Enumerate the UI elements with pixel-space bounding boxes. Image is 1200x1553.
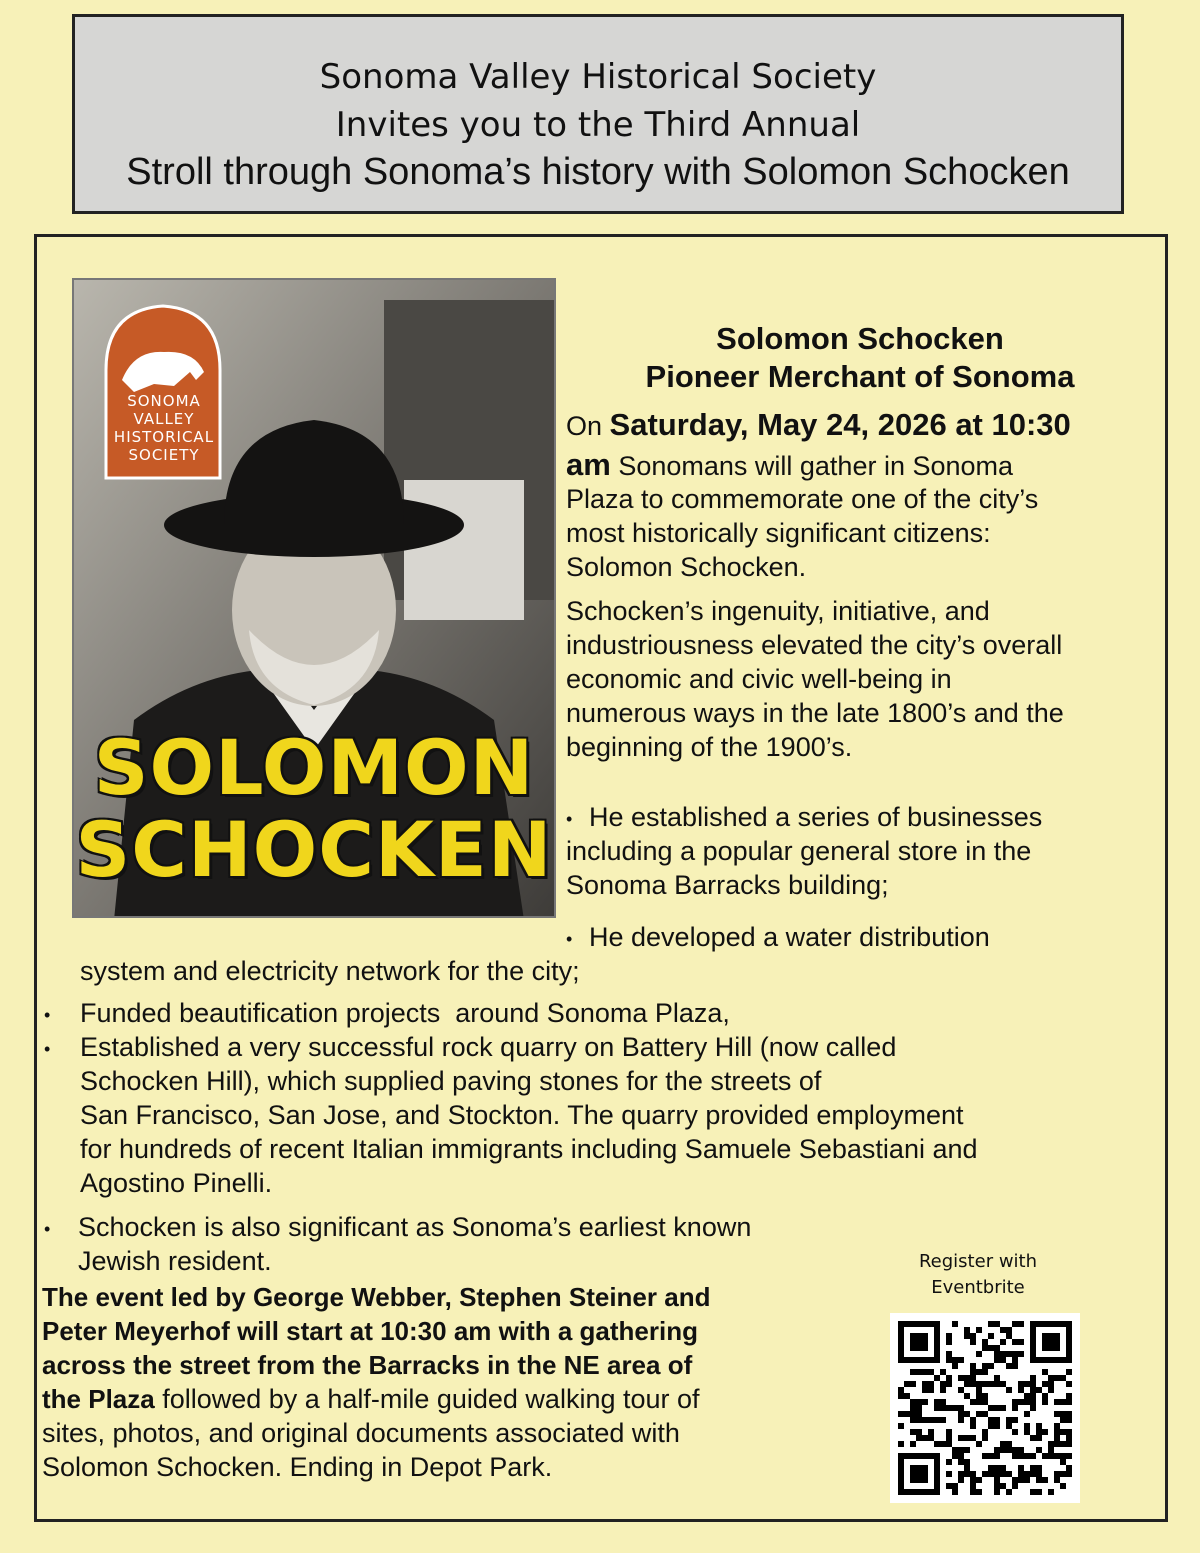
list-item: He established a series of businesses: [574, 802, 1043, 832]
eventbrite-qr-code[interactable]: [890, 1313, 1080, 1503]
list-item: Jewish resident.: [78, 1246, 272, 1276]
register-label: Register with Eventbrite: [918, 1251, 1038, 1298]
bullet-dot: •: [44, 1219, 51, 1239]
list-item: Agostino Pinelli.: [80, 1168, 273, 1198]
list-item: Established a very successful rock quarry on Battery Hill (now called: [80, 1032, 897, 1062]
bullet-dot: •: [44, 1039, 51, 1059]
list-item: system and electricity network for the city;: [80, 956, 580, 986]
intro-line: Plaza to commemorate one of the city’s: [566, 484, 1039, 514]
photo-title-first-name: SOLOMON: [93, 723, 535, 812]
list-item: Sonoma Barracks building;: [566, 870, 889, 900]
list-item: including a popular general store in the: [566, 836, 1032, 866]
logo-text: SONOMA VALLEY HISTORICAL SOCIETY: [113, 392, 215, 464]
intro-line: On Saturday, May 24, 2026 at 10:30: [566, 407, 1071, 442]
article-heading: Solomon Schocken Pioneer Merchant of Sonoma: [645, 321, 1075, 394]
header-line-1: Sonoma Valley Historical Society: [319, 57, 877, 97]
list-item: He developed a water distribution: [574, 922, 990, 952]
list-item: Schocken is also significant as Sonoma’s earliest known: [78, 1212, 752, 1242]
bullet-dot: •: [44, 1005, 51, 1025]
schocken-portrait: [72, 278, 556, 918]
list-item: Funded beautification projects around Sonoma Plaza,: [80, 998, 730, 1028]
bullet-dot: •: [566, 809, 573, 829]
intro-line: am Sonomans will gather in Sonoma: [566, 447, 1014, 482]
intro-line: most historically significant citizens:: [566, 518, 991, 548]
bullet-dot: •: [566, 929, 573, 949]
intro-line: Solomon Schocken.: [566, 552, 807, 582]
list-item: San Francisco, San Jose, and Stockton. The quarry provided employment: [80, 1100, 964, 1130]
photo-title-last-name: SCHOCKEN: [75, 805, 553, 894]
qr-code-icon: [890, 1313, 1080, 1503]
list-item: Schocken Hill), which supplied paving stones for the streets of: [80, 1066, 822, 1096]
list-item: for hundreds of recent Italian immigrants including Samuele Sebastiani and: [80, 1134, 978, 1164]
header-line-2: Invites you to the Third Annual: [335, 105, 861, 145]
header-line-3: Stroll through Sonoma’s history with Solomon Schocken: [126, 151, 1070, 193]
event-header-box: [72, 14, 1124, 214]
